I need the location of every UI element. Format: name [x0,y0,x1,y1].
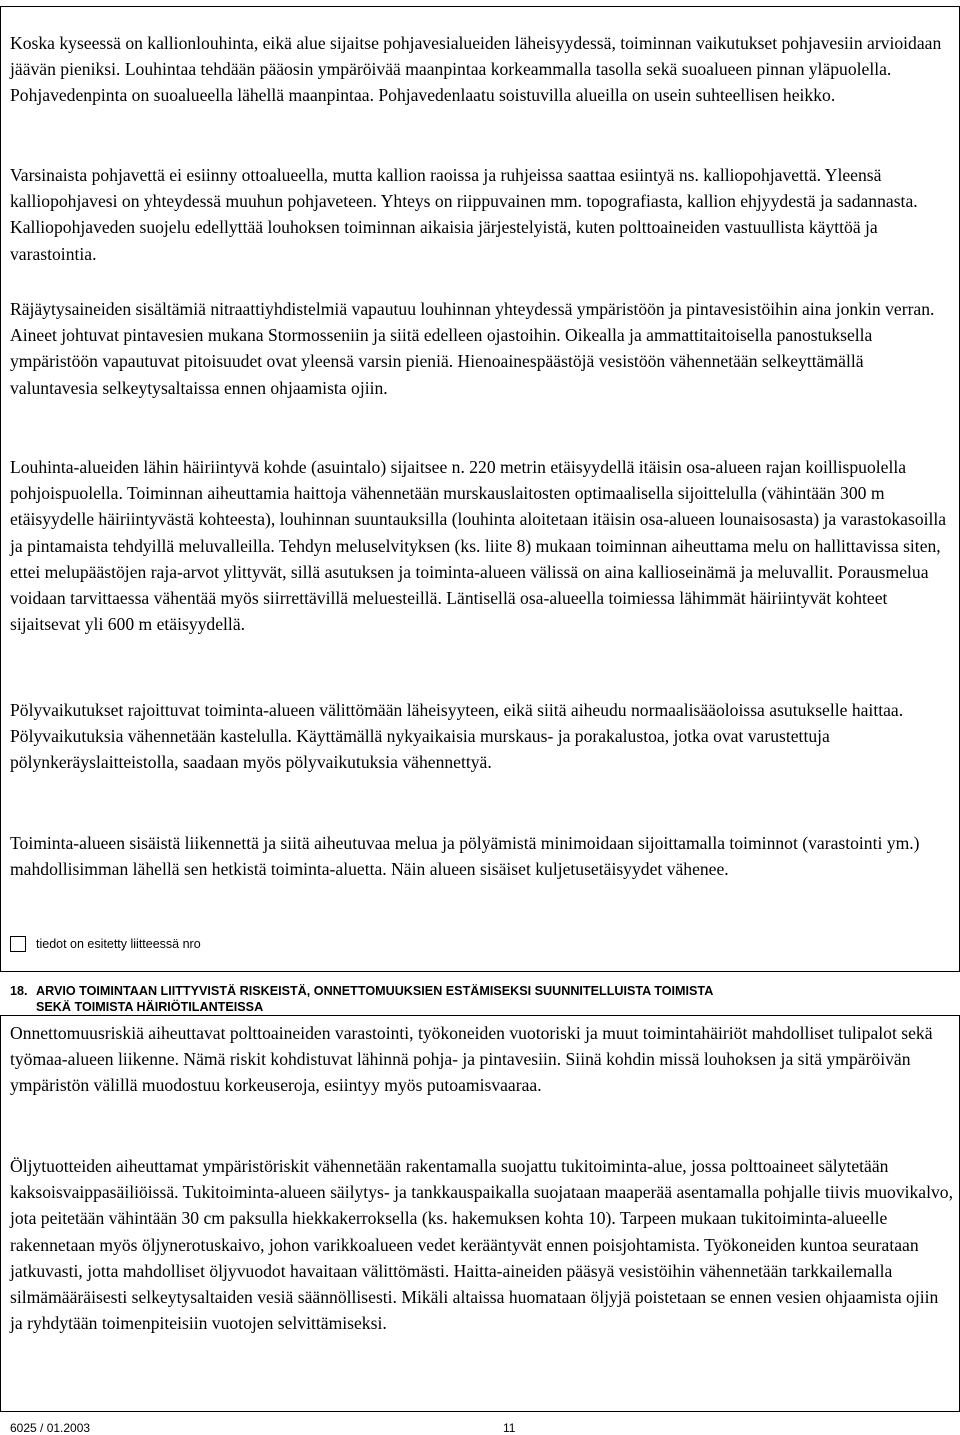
form-code: 6025 / 01.2003 [10,1421,91,1435]
paragraph-accident-risks: Onnettomuusriskiä aiheuttavat polttoaineiden varastointi, työkoneiden vuotoriski ja muut toimintahäiriöt mahdolliset tulipalot sekä työmaa-alueen liikenne. Nämä riskit kohdistuvat lähinnä pohja- ja pintavesiin. Siinä kohdin missä louhoksen ja sitä ympäröivän ympäristön välillä muodostuu korkeuseroja, esiintyy myös putoamisvaaraa. [10,1023,933,1096]
attachment-checkbox-row [10,936,201,952]
paragraph-dust-effects: Pölyvaikutukset rajoittuvat toiminta-alueen välittömään läheisyyteen, eikä siitä aiheudu normaalisääoloissa asutukselle haittaa. Pölyvaikutuksia vähennetään kastelulla. Käyttämällä nykyaikaisia murskaus- ja porakalustoa, jotka ovat varustettuja pölynkeräyslaitteistolla, saadaan myös pölyvaikutuksia vähennettyä. [10,700,904,773]
section-18-title-line2: SEKÄ TOIMISTA HÄIRIÖTILANTEISSA [36,1000,264,1014]
attachment-checkbox[interactable] [10,936,26,952]
attachment-checkbox-label: tiedot on esitetty liitteessä nro [36,937,201,951]
paragraph-internal-traffic: Toiminta-alueen sisäistä liikennettä ja siitä aiheutuvaa melua ja pölyämistä minimoidaan sijoittamalla toiminnot (varastointi ym.) mahdollisimman lähellä sen hetkistä toiminta-aluetta. Näin alueen sisäiset kuljetusetäisyydet vähenee. [10,833,920,880]
section-18-number: 18. [10,984,28,998]
paragraph-bedrock-groundwater: Varsinaista pohjavettä ei esiinny ottoalueella, mutta kallion raoissa ja ruhjeissa saattaa esiintyä ns. kalliopohjavettä. Yleensä kalliopohjavesi on yhteydessä muuhun pohjaveteen. Yhteys on riippuvainen mm. topografiasta, kallion ehjyydestä ja sadannasta. Kalliopohjaveden suojelu edellyttää louhoksen toiminnan aikaisia järjestelyistä, kuten polttoaineiden vastuullista käyttöä ja varastointia. [10,165,918,264]
page-number: 11 [503,1421,516,1435]
paragraph-oil-risks: Öljytuotteiden aiheuttamat ympäristöriskit vähennetään rakentamalla suojattu tukitoiminta-alue, jossa polttoaineet sälytetään kaksoisvaippasäiliöissä. Tukitoiminta-alueen säilytys- ja tankkauspaikalla suojataan maaperää asentamalla pohjalle tiivis muovikalvo, jota peitetään vähintään 30 cm paksulla hiekkakerroksella (ks. hakemuksen kohta 10). Tarpeen mukaan tukitoiminta-alueelle rakennetaan myös öljynerotuskaivo, johon varikkoalueen vedet kerääntyvät ennen poisjohtamista. Työkoneiden kuntoa seurataan jatkuvasti, jotta mahdolliset öljyvuodot havaitaan välittömästi. Haitta-aineiden pääsyä vesistöihin vähennetään tarkkailemalla silmämääräisesti selkeytysaltaiden vesiä säännöllisesti. Mikäli altaissa huomataan öljyjä poistetaan se ennen vesien ohjaamista ojiin ja ryhdytään toimenpiteisiin vuotojen selvittämiseksi. [10,1156,953,1334]
section-18-heading [10,983,713,1015]
section-18-title-line1: ARVIO TOIMINTAAN LIITTYVISTÄ RISKEISTÄ, ONNETTOMUUKSIEN ESTÄMISEKSI SUUNNITELLUISTA TOIMISTA [36,984,714,998]
paragraph-noise-effects: Louhinta-alueiden lähin häiriintyvä kohde (asuintalo) sijaitsee n. 220 metrin etäisyydellä itäisin osa-alueen rajan koillispuolella pohjoispuolella. Toiminnan aiheuttamia haittoja vähennetään murskauslaitosten optimaalisella sijoittelulla (vähintään 300 m etäisyydelle häiriintyvästä kohteesta), louhinnan suuntauksilla (louhinta aloitetaan itäisin osa-alueen lounaisosasta) ja varastokasoilla ja pintamaista tehdyillä meluvalleilla. Tehdyn meluselvityksen (ks. liite 8) mukaan toiminnan aiheuttama melu on hallittavissa siten, ettei melupäästöjen raja-arvot ylittyvät, sillä asutuksen ja toiminta-alueen välissä on aina kallioseinämä ja meluvallit. Porausmelua voidaan tarvittaessa vähentää myös siirrettävillä meluesteillä. Läntisellä osa-alueella toimiessa lähimmät häiriintyvät kohteet sijaitsevat yli 600 m etäisyydellä. [10,457,947,635]
paragraph-groundwater-effects: Koska kyseessä on kallionlouhinta, eikä alue sijaitse pohjavesialueiden läheisyydessä, toiminnan vaikutukset pohjavesiin arvioidaan jäävän pieniksi. Louhintaa tehdään pääosin ympäröivää maanpintaa korkeammalla tasolla sekä suoalueen pinnan yläpuolella. Pohjavedenpinta on suoalueella lähellä maanpintaa. Pohjavedenlaatu soistuvilla alueilla on usein suhteellisen heikko. [10,33,942,106]
paragraph-explosives-nitrates: Räjäytysaineiden sisältämiä nitraattiyhdistelmiä vapautuu louhinnan yhteydessä ympäristöön ja pintavesistöihin aina jonkin verran. Aineet johtuvat pintavesien mukana Stormosseniin ja siitä edelleen ojastoihin. Oikealla ja ammattitaitoisella panostuksella ympäristöön vapautuvat pitoisuudet ovat yleensä varsin pieniä. Hienoainespäästöjä vesistöön vähennetään selkeyttämällä valuntavesia selkeytysaltaissa ennen ohjaamista ojiin. [10,299,935,398]
